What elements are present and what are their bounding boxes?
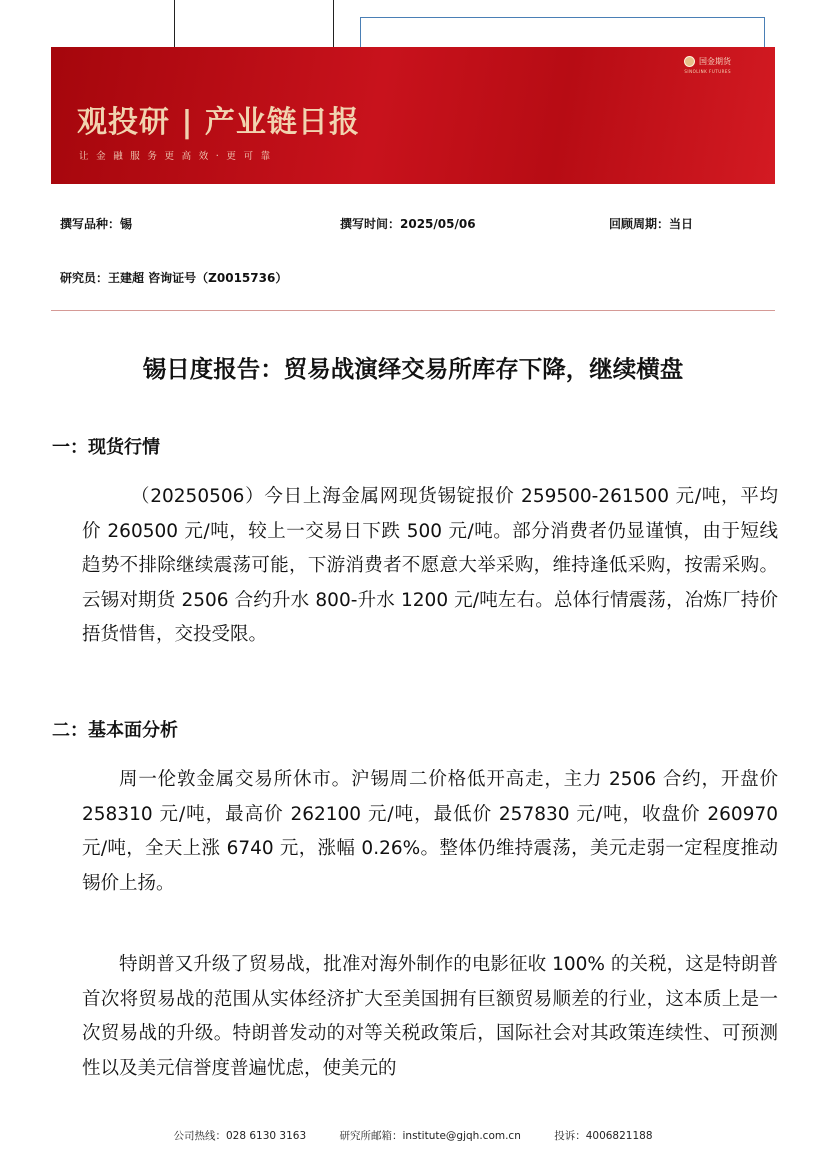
logo-text: 国金期货 [699, 57, 731, 66]
logo-subtext: SINOLINK FUTURES [684, 69, 731, 74]
footer-email: 研究所邮箱：institute@gjqh.com.cn [339, 1130, 521, 1142]
logo-mark-icon [684, 56, 695, 67]
page-footer [0, 1128, 826, 1143]
paragraph-spot-market: （20250506）今日上海金属网现货锡锭报价 259500-261500 元/吨，平均价 260500 元/吨，较上一交易日下跌 500 元/吨。部分消费者仍显谨慎，由于短线趋势不排除继续震荡可能，下游消费者不愿意大举采购，维持逢低采购，按需采购。云锡对期货 2506 合约升水 800-升水 1200 元/吨左右。总体行情震荡，冶炼厂持价捂货惜售，交投受限。 [82, 486, 778, 645]
report-banner [51, 47, 775, 184]
meta-period: 回顾周期：当日 [609, 217, 694, 231]
footer-hotline: 公司热线：028 6130 3163 [173, 1130, 307, 1142]
company-logo [684, 56, 731, 67]
section-heading-fundamentals: 二：基本面分析 [52, 720, 178, 741]
report-title: 锡日度报告：贸易战演绎交易所库存下降，继续横盘 [142, 355, 684, 383]
header-divider [51, 310, 775, 311]
meta-researcher: 研究员：王建超 咨询证号（Z0015736） [60, 271, 288, 285]
meta-variety: 撰写品种：锡 [60, 217, 133, 231]
banner-title: 观投研 | 产业链日报 [77, 105, 360, 140]
meta-date: 撰写时间：2025/05/06 [340, 217, 476, 231]
section-heading-spot: 一：现货行情 [52, 437, 160, 458]
footer-complaint: 投诉：4006821188 [554, 1130, 653, 1142]
banner-slogan: 让金融服务更高效·更可靠 [79, 151, 278, 162]
paragraph-fundamentals-2: 特朗普又升级了贸易战，批准对海外制作的电影征收 100% 的关税，这是特朗普首次将贸易战的范围从实体经济扩大至美国拥有巨额贸易顺差的行业，这本质上是一次贸易战的升级。特朗普发动的对等关税政策后，国际社会对其政策连续性、可预测性以及美元信誉度普遍忧虑，使美元的 [82, 954, 778, 1079]
paragraph-fundamentals-1: 周一伦敦金属交易所休市。沪锡周二价格低开高走，主力 2506 合约，开盘价 258310 元/吨，最高价 262100 元/吨，最低价 257830 元/吨，收盘价 260970 元/吨，全天上涨 6740 元，涨幅 0.26%。整体仍维持震荡，美元走弱一定程度推动锡价上扬。 [82, 769, 778, 894]
